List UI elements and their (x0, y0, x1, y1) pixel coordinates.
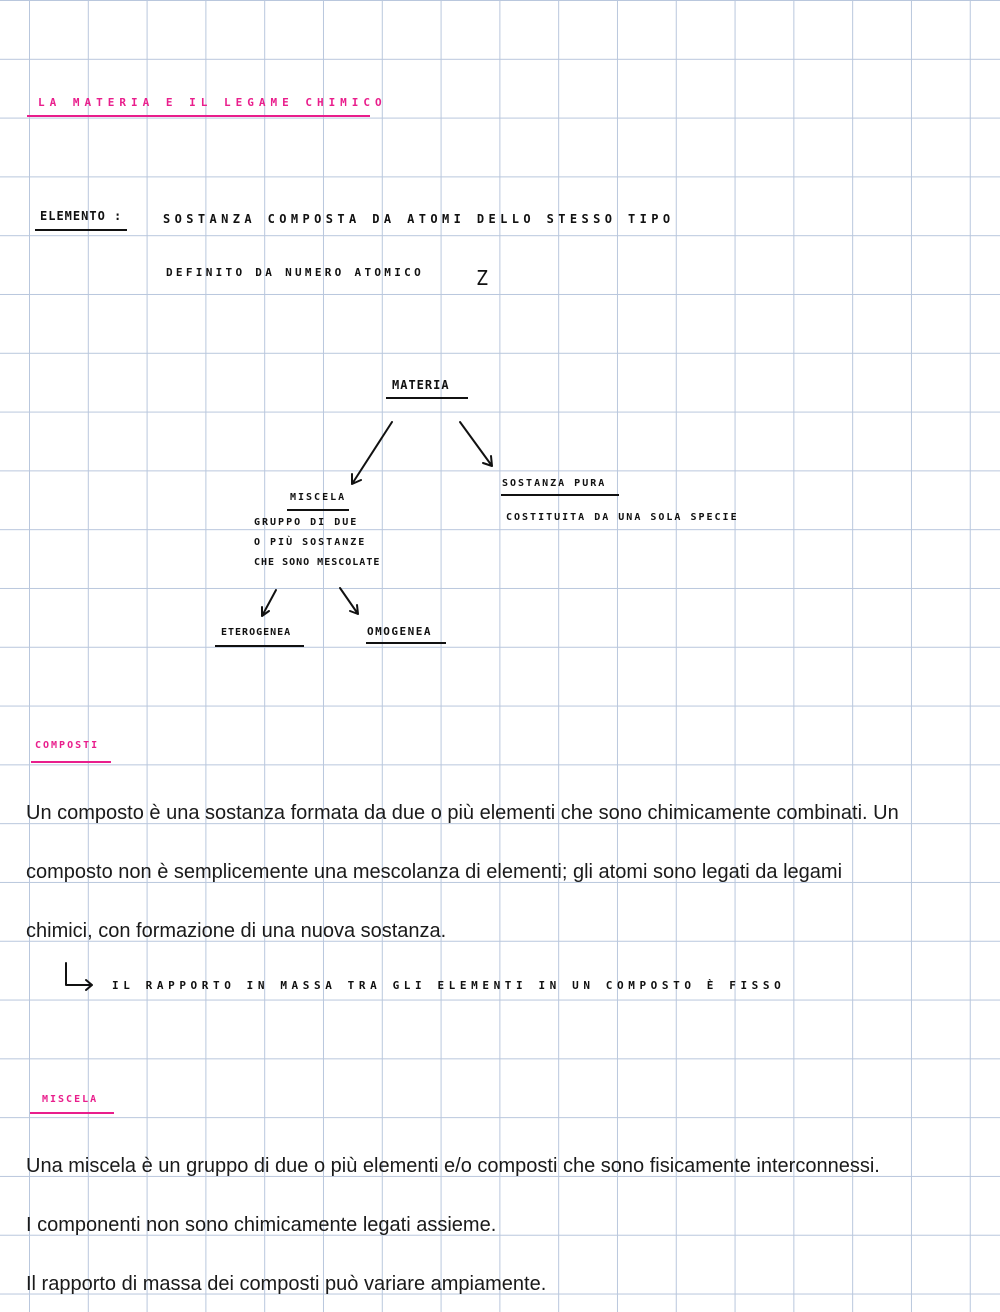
composti-heading-underline (31, 761, 111, 763)
diagram-leaf-omogenea-underline (366, 642, 446, 644)
arrow-miscela-to-omogenea (340, 588, 358, 614)
diagram-node-miscela-underline (287, 509, 349, 511)
diagram-node-sostanza-pura: SOSTANZA PURA (502, 478, 607, 489)
elemento-definition-line2: DEFINITO DA NUMERO ATOMICO (166, 266, 424, 279)
page-title-underline (27, 115, 370, 117)
miscela-desc-line2: O PIÙ SOSTANZE (254, 537, 367, 548)
miscela-text-line2: I componenti non sono chimicamente legati assieme. (26, 1214, 497, 1236)
elemento-definition-line1: SOSTANZA COMPOSTA DA ATOMI DELLO STESSO TIPO (163, 212, 675, 226)
arrow-materia-to-sostanza-pura (460, 422, 492, 466)
arrow-materia-to-miscela (352, 422, 392, 484)
miscela-text-line3: Il rapporto di massa dei composti può variare ampiamente. (26, 1273, 547, 1295)
elemento-term-underline (35, 229, 127, 231)
composti-text-line2: composto non è semplicemente una mescolanza di elementi; gli atomi sono legati da legami (26, 861, 843, 883)
miscela-heading: MISCELA (42, 1094, 99, 1105)
arrow-miscela-to-eterogenea (262, 590, 276, 616)
page-title: LA MATERIA E IL LEGAME CHIMICO (38, 96, 387, 109)
diagram-root-underline (386, 397, 468, 399)
composti-heading: COMPOSTI (35, 740, 100, 751)
elemento-term: ELEMENTO : (40, 209, 123, 223)
diagram-node-sostanza-pura-underline (501, 494, 619, 496)
atomic-number-symbol: Z (476, 266, 492, 290)
arrow-composti-note (66, 963, 92, 990)
composti-text-line1: Un composto è una sostanza formata da due o più elementi che sono chimicamente combinati. Un (26, 802, 899, 824)
miscela-desc-line3: CHE SONO MESCOLATE (254, 557, 381, 568)
diagram-root-materia: MATERIA (392, 378, 450, 392)
sostanza-pura-desc: COSTITUITA DA UNA SOLA SPECIE (506, 512, 739, 523)
miscela-desc-line1: GRUPPO DI DUE (254, 517, 359, 528)
diagram-leaf-omogenea: OMOGENEA (367, 625, 432, 638)
composti-text-line3: chimici, con formazione di una nuova sostanza. (26, 920, 447, 942)
miscela-text-line1: Una miscela è un gruppo di due o più elementi e/o composti che sono fisicamente interconnessi. (26, 1155, 880, 1177)
diagram-leaf-eterogenea-underline (215, 645, 304, 647)
miscela-heading-underline (30, 1112, 114, 1114)
composti-note: IL RAPPORTO IN MASSA TRA GLI ELEMENTI IN UN COMPOSTO È FISSO (112, 979, 786, 992)
diagram-leaf-eterogenea: ETEROGENEA (221, 627, 292, 638)
diagram-node-miscela: MISCELA (290, 492, 347, 503)
